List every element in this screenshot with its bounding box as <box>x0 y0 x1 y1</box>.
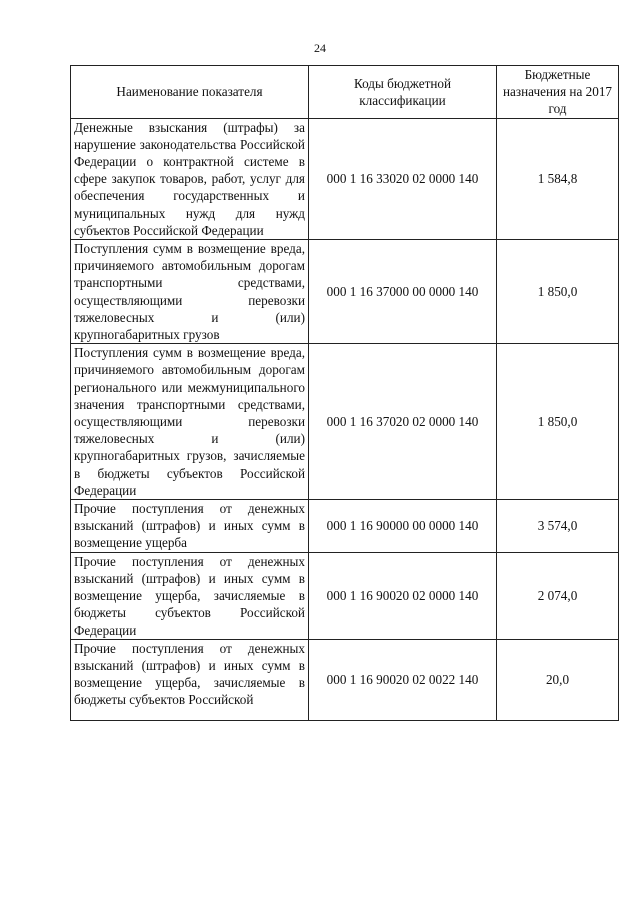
page-number: 24 <box>314 41 326 55</box>
table-row <box>71 639 619 720</box>
row-name: Поступления сумм в возмещение вреда, причиняемого автомобильным дорогам транспортными средствами, осуществляющими перевозки тяжеловесных и (или) крупногабаритных грузов <box>71 240 309 344</box>
row-code: 000 1 16 90020 02 0022 140 <box>309 639 497 720</box>
row-code: 000 1 16 37000 00 0000 140 <box>309 240 497 344</box>
table-row <box>71 552 619 639</box>
row-sum: 2 074,0 <box>497 552 619 639</box>
row-code: 000 1 16 37020 02 0000 140 <box>309 344 497 500</box>
table-header-row <box>71 66 619 119</box>
row-sum: 1 850,0 <box>497 344 619 500</box>
row-name: Поступления сумм в возмещение вреда, причиняемого автомобильным дорогам регионального или межмуниципального значения транспортными средствами, осуществляющими перевозки тяжеловесных и (или) крупногабаритных грузов, зачисляемые в бюджеты субъектов Российской Федерации <box>71 344 309 500</box>
table-row <box>71 118 619 239</box>
row-code: 000 1 16 33020 02 0000 140 <box>309 118 497 239</box>
budget-table <box>70 65 619 721</box>
row-name: Денежные взыскания (штрафы) за нарушение законодательства Российской Федерации о контрактной системе в сфере закупок товаров, работ, услуг для обеспечения государственных и муниципальных нужд для нужд субъектов Российской Федерации <box>71 118 309 239</box>
header-name: Наименование показателя <box>71 66 309 119</box>
header-sum: Бюджетные назначения на 2017 год <box>497 66 619 119</box>
row-sum: 3 574,0 <box>497 500 619 553</box>
row-name: Прочие поступления от денежных взысканий (штрафов) и иных сумм в возмещение ущерба, зачисляемые в бюджеты субъектов Российской Федерации <box>71 552 309 639</box>
row-sum: 1 850,0 <box>497 240 619 344</box>
table-row <box>71 240 619 344</box>
table-row <box>71 344 619 500</box>
row-code: 000 1 16 90000 00 0000 140 <box>309 500 497 553</box>
row-name: Прочие поступления от денежных взысканий (штрафов) и иных сумм в возмещение ущерба <box>71 500 309 553</box>
row-code: 000 1 16 90020 02 0000 140 <box>309 552 497 639</box>
row-sum: 20,0 <box>497 639 619 720</box>
header-code: Коды бюджетной классификации <box>309 66 497 119</box>
table-row <box>71 500 619 553</box>
row-sum: 1 584,8 <box>497 118 619 239</box>
row-name <box>71 639 309 720</box>
row-name-text: Прочие поступления от денежных взысканий (штрафов) и иных сумм в возмещение ущерба, зачисляемые в бюджеты субъектов Российской <box>74 640 305 708</box>
